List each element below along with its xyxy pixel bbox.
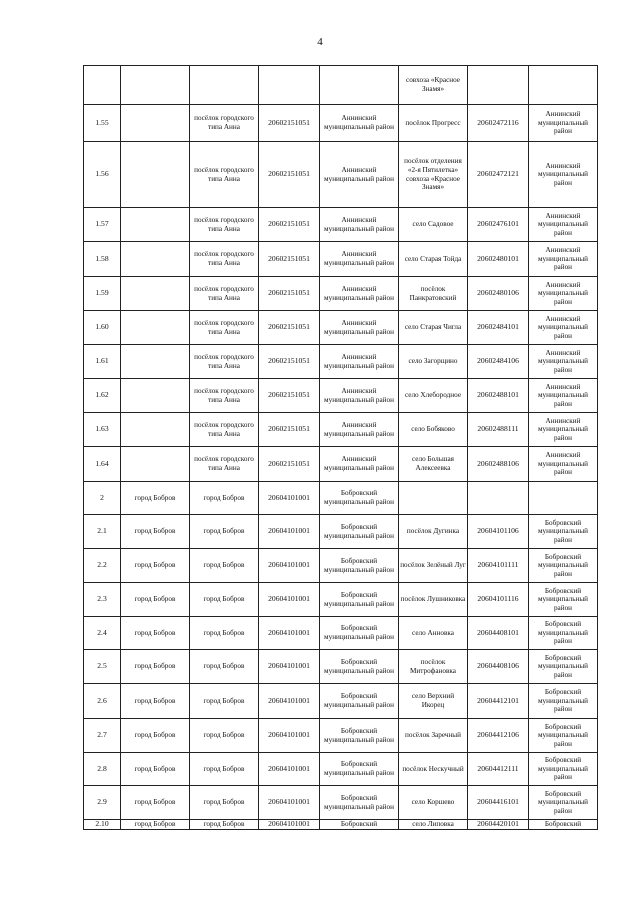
- municipal-table: [83, 65, 598, 830]
- cell-admin-center: город Бобров: [190, 719, 259, 753]
- cell-number: 1.56: [84, 142, 121, 208]
- cell-oktmo-locality: 20602484106: [468, 345, 529, 379]
- cell-number: 2.5: [84, 650, 121, 684]
- cell-locality: село Хлебородное: [399, 379, 468, 413]
- table-row: [84, 549, 598, 583]
- cell-settlement: город Бобров: [121, 583, 190, 617]
- cell-settlement: город Бобров: [121, 515, 190, 549]
- cell-oktmo-center: 20602151051: [259, 413, 320, 447]
- cell-oktmo-locality: 20604408106: [468, 650, 529, 684]
- cell-oktmo-center: 20602151051: [259, 379, 320, 413]
- cell-settlement: [121, 208, 190, 242]
- cell-admin-center: посёлок городского типа Анна: [190, 379, 259, 413]
- cell-district-locality: Бобровский муниципальный район: [529, 583, 598, 617]
- cell-admin-center: город Бобров: [190, 583, 259, 617]
- cell-locality: посёлок Панкратовский: [399, 277, 468, 311]
- table-row: [84, 66, 598, 105]
- cell-number: 2.1: [84, 515, 121, 549]
- cell-oktmo-locality: 20604420101: [468, 820, 529, 830]
- cell-oktmo-locality: 20604412101: [468, 684, 529, 719]
- cell-oktmo-center: 20604101001: [259, 650, 320, 684]
- cell-oktmo-center: 20604101001: [259, 515, 320, 549]
- table-row: [84, 786, 598, 820]
- cell-number: [84, 66, 121, 105]
- table-row: [84, 719, 598, 753]
- cell-district: Аннинский муниципальный район: [320, 413, 399, 447]
- cell-oktmo-center: 20602151051: [259, 142, 320, 208]
- cell-admin-center: посёлок городского типа Анна: [190, 345, 259, 379]
- cell-admin-center: город Бобров: [190, 650, 259, 684]
- cell-district-locality: Аннинский муниципальный район: [529, 142, 598, 208]
- table-row: [84, 208, 598, 242]
- cell-number: 2.3: [84, 583, 121, 617]
- cell-number: 1.63: [84, 413, 121, 447]
- cell-admin-center: посёлок городского типа Анна: [190, 142, 259, 208]
- table-row: [84, 277, 598, 311]
- cell-admin-center: город Бобров: [190, 684, 259, 719]
- cell-locality: посёлок Нескучный: [399, 753, 468, 786]
- table-row: [84, 379, 598, 413]
- cell-locality: посёлок отделения «2-я Пятилетка» совхоза «Красное Знамя»: [399, 142, 468, 208]
- cell-district: Бобровский муниципальный район: [320, 482, 399, 515]
- cell-settlement: [121, 413, 190, 447]
- cell-settlement: [121, 379, 190, 413]
- cell-number: 1.57: [84, 208, 121, 242]
- cell-district-locality: Аннинский муниципальный район: [529, 242, 598, 277]
- cell-oktmo-center: 20604101001: [259, 786, 320, 820]
- cell-settlement: [121, 105, 190, 142]
- cell-district-locality: Аннинский муниципальный район: [529, 208, 598, 242]
- cell-admin-center: город Бобров: [190, 617, 259, 650]
- cell-district: Бобровский муниципальный район: [320, 515, 399, 549]
- cell-admin-center: посёлок городского типа Анна: [190, 311, 259, 345]
- cell-oktmo-center: 20604101001: [259, 820, 320, 830]
- cell-oktmo-center: 20604101001: [259, 583, 320, 617]
- cell-locality: посёлок Митрофановка: [399, 650, 468, 684]
- cell-number: 2.6: [84, 684, 121, 719]
- cell-oktmo-center: 20604101001: [259, 684, 320, 719]
- cell-district: Бобровский муниципальный район: [320, 753, 399, 786]
- cell-district: Бобровский муниципальный район: [320, 786, 399, 820]
- cell-admin-center: город Бобров: [190, 753, 259, 786]
- cell-district: Аннинский муниципальный район: [320, 311, 399, 345]
- cell-oktmo-center: 20602151051: [259, 277, 320, 311]
- cell-admin-center: посёлок городского типа Анна: [190, 277, 259, 311]
- table-body: [84, 66, 598, 830]
- cell-oktmo-locality: 20602480101: [468, 242, 529, 277]
- cell-settlement: [121, 242, 190, 277]
- cell-admin-center: посёлок городского типа Анна: [190, 447, 259, 482]
- cell-district-locality: Бобровский муниципальный район: [529, 786, 598, 820]
- cell-oktmo-locality: [468, 482, 529, 515]
- cell-settlement: город Бобров: [121, 684, 190, 719]
- cell-oktmo-locality: 20604412106: [468, 719, 529, 753]
- table-row: [84, 583, 598, 617]
- cell-district: Аннинский муниципальный район: [320, 242, 399, 277]
- cell-district-locality: Аннинский муниципальный район: [529, 413, 598, 447]
- cell-number: 2.2: [84, 549, 121, 583]
- cell-district: Аннинский муниципальный район: [320, 345, 399, 379]
- cell-oktmo-center: 20602151051: [259, 311, 320, 345]
- cell-district: Аннинский муниципальный район: [320, 379, 399, 413]
- table-row: [84, 515, 598, 549]
- cell-admin-center: город Бобров: [190, 786, 259, 820]
- cell-district-locality: Бобровский муниципальный район: [529, 617, 598, 650]
- cell-district: Аннинский муниципальный район: [320, 447, 399, 482]
- table-row: [84, 142, 598, 208]
- cell-oktmo-center: 20604101001: [259, 482, 320, 515]
- cell-locality: село Бобяково: [399, 413, 468, 447]
- cell-number: 2.8: [84, 753, 121, 786]
- cell-oktmo-center: 20604101001: [259, 617, 320, 650]
- cell-district-locality: Бобровский муниципальный район: [529, 549, 598, 583]
- cell-admin-center: [190, 66, 259, 105]
- cell-settlement: [121, 142, 190, 208]
- cell-oktmo-locality: 20602472121: [468, 142, 529, 208]
- cell-number: 1.62: [84, 379, 121, 413]
- cell-district: Аннинский муниципальный район: [320, 142, 399, 208]
- cell-oktmo-locality: 20604101116: [468, 583, 529, 617]
- table-row: [84, 617, 598, 650]
- table-row: [84, 753, 598, 786]
- table-row: [84, 413, 598, 447]
- cell-district: Бобровский муниципальный район: [320, 617, 399, 650]
- cell-number: 1.64: [84, 447, 121, 482]
- cell-settlement: [121, 345, 190, 379]
- cell-oktmo-center: 20602151051: [259, 345, 320, 379]
- cell-number: 2.10: [84, 820, 121, 830]
- cell-number: 1.58: [84, 242, 121, 277]
- cell-oktmo-center: [259, 66, 320, 105]
- cell-district-locality: [529, 482, 598, 515]
- cell-locality: село Коршево: [399, 786, 468, 820]
- cell-settlement: [121, 66, 190, 105]
- table-row: [84, 105, 598, 142]
- cell-oktmo-locality: 20602476101: [468, 208, 529, 242]
- cell-admin-center: город Бобров: [190, 820, 259, 830]
- cell-district-locality: Аннинский муниципальный район: [529, 345, 598, 379]
- cell-district: Аннинский муниципальный район: [320, 105, 399, 142]
- cell-district: [320, 66, 399, 105]
- cell-district-locality: Аннинский муниципальный район: [529, 311, 598, 345]
- cell-locality: село Старая Тойда: [399, 242, 468, 277]
- cell-locality: село Верхний Икорец: [399, 684, 468, 719]
- cell-oktmo-center: 20604101001: [259, 549, 320, 583]
- cell-locality: посёлок Дугинка: [399, 515, 468, 549]
- cell-oktmo-locality: 20604416101: [468, 786, 529, 820]
- cell-oktmo-locality: 20604408101: [468, 617, 529, 650]
- cell-district-locality: Бобровский: [529, 820, 598, 830]
- cell-settlement: город Бобров: [121, 820, 190, 830]
- cell-number: 2.9: [84, 786, 121, 820]
- cell-district: Бобровский муниципальный район: [320, 583, 399, 617]
- cell-number: 2.7: [84, 719, 121, 753]
- cell-number: 2.4: [84, 617, 121, 650]
- table-row: [84, 242, 598, 277]
- cell-settlement: город Бобров: [121, 719, 190, 753]
- cell-locality: [399, 482, 468, 515]
- cell-settlement: город Бобров: [121, 617, 190, 650]
- cell-settlement: [121, 277, 190, 311]
- cell-oktmo-locality: 20602484101: [468, 311, 529, 345]
- cell-admin-center: город Бобров: [190, 549, 259, 583]
- cell-number: 1.61: [84, 345, 121, 379]
- cell-district: Бобровский муниципальный район: [320, 719, 399, 753]
- cell-settlement: город Бобров: [121, 650, 190, 684]
- cell-oktmo-center: 20604101001: [259, 719, 320, 753]
- cell-oktmo-locality: 20604101106: [468, 515, 529, 549]
- cell-oktmo-center: 20604101001: [259, 753, 320, 786]
- cell-locality: посёлок Зелёный Луг: [399, 549, 468, 583]
- cell-oktmo-locality: 20604412111: [468, 753, 529, 786]
- cell-district-locality: Бобровский муниципальный район: [529, 515, 598, 549]
- cell-oktmo-locality: 20602488101: [468, 379, 529, 413]
- cell-district-locality: [529, 66, 598, 105]
- cell-oktmo-locality: 20604101111: [468, 549, 529, 583]
- cell-oktmo-locality: 20602488106: [468, 447, 529, 482]
- cell-number: 1.59: [84, 277, 121, 311]
- cell-admin-center: город Бобров: [190, 482, 259, 515]
- cell-locality: посёлок Заречный: [399, 719, 468, 753]
- cell-oktmo-locality: 20602480106: [468, 277, 529, 311]
- cell-locality: село Большая Алексеевка: [399, 447, 468, 482]
- cell-oktmo-center: 20602151051: [259, 242, 320, 277]
- table-row: [84, 820, 598, 830]
- cell-district: Бобровский: [320, 820, 399, 830]
- cell-oktmo-locality: 20602472116: [468, 105, 529, 142]
- cell-locality: совхоза «Красное Знамя»: [399, 66, 468, 105]
- cell-settlement: [121, 447, 190, 482]
- cell-locality: село Садовое: [399, 208, 468, 242]
- cell-district-locality: Аннинский муниципальный район: [529, 105, 598, 142]
- table-row: [84, 345, 598, 379]
- table-row: [84, 311, 598, 345]
- cell-locality: село Старая Чигла: [399, 311, 468, 345]
- cell-settlement: [121, 311, 190, 345]
- cell-admin-center: посёлок городского типа Анна: [190, 413, 259, 447]
- cell-district-locality: Бобровский муниципальный район: [529, 684, 598, 719]
- cell-district-locality: Бобровский муниципальный район: [529, 650, 598, 684]
- cell-district: Аннинский муниципальный район: [320, 277, 399, 311]
- cell-admin-center: посёлок городского типа Анна: [190, 242, 259, 277]
- cell-admin-center: посёлок городского типа Анна: [190, 208, 259, 242]
- cell-oktmo-locality: [468, 66, 529, 105]
- cell-locality: село Анновка: [399, 617, 468, 650]
- table-row: [84, 482, 598, 515]
- cell-district-locality: Аннинский муниципальный район: [529, 447, 598, 482]
- cell-district-locality: Аннинский муниципальный район: [529, 277, 598, 311]
- cell-admin-center: город Бобров: [190, 515, 259, 549]
- cell-locality: посёлок Лушниковка: [399, 583, 468, 617]
- cell-settlement: город Бобров: [121, 786, 190, 820]
- cell-district: Аннинский муниципальный район: [320, 208, 399, 242]
- cell-locality: село Загорщино: [399, 345, 468, 379]
- cell-oktmo-center: 20602151051: [259, 105, 320, 142]
- table-row: [84, 684, 598, 719]
- page-number: 4: [317, 36, 323, 48]
- cell-district-locality: Аннинский муниципальный район: [529, 379, 598, 413]
- cell-settlement: город Бобров: [121, 753, 190, 786]
- cell-number: 1.55: [84, 105, 121, 142]
- table-row: [84, 447, 598, 482]
- cell-oktmo-center: 20602151051: [259, 208, 320, 242]
- cell-admin-center: посёлок городского типа Анна: [190, 105, 259, 142]
- cell-district: Бобровский муниципальный район: [320, 549, 399, 583]
- cell-district: Бобровский муниципальный район: [320, 650, 399, 684]
- cell-locality: село Липовка: [399, 820, 468, 830]
- cell-district-locality: Бобровский муниципальный район: [529, 719, 598, 753]
- cell-oktmo-locality: 20602488111: [468, 413, 529, 447]
- table-row: [84, 650, 598, 684]
- cell-settlement: город Бобров: [121, 482, 190, 515]
- cell-locality: посёлок Прогресс: [399, 105, 468, 142]
- cell-oktmo-center: 20602151051: [259, 447, 320, 482]
- cell-district-locality: Бобровский муниципальный район: [529, 753, 598, 786]
- cell-settlement: город Бобров: [121, 549, 190, 583]
- cell-number: 1.60: [84, 311, 121, 345]
- cell-number: 2: [84, 482, 121, 515]
- cell-district: Бобровский муниципальный район: [320, 684, 399, 719]
